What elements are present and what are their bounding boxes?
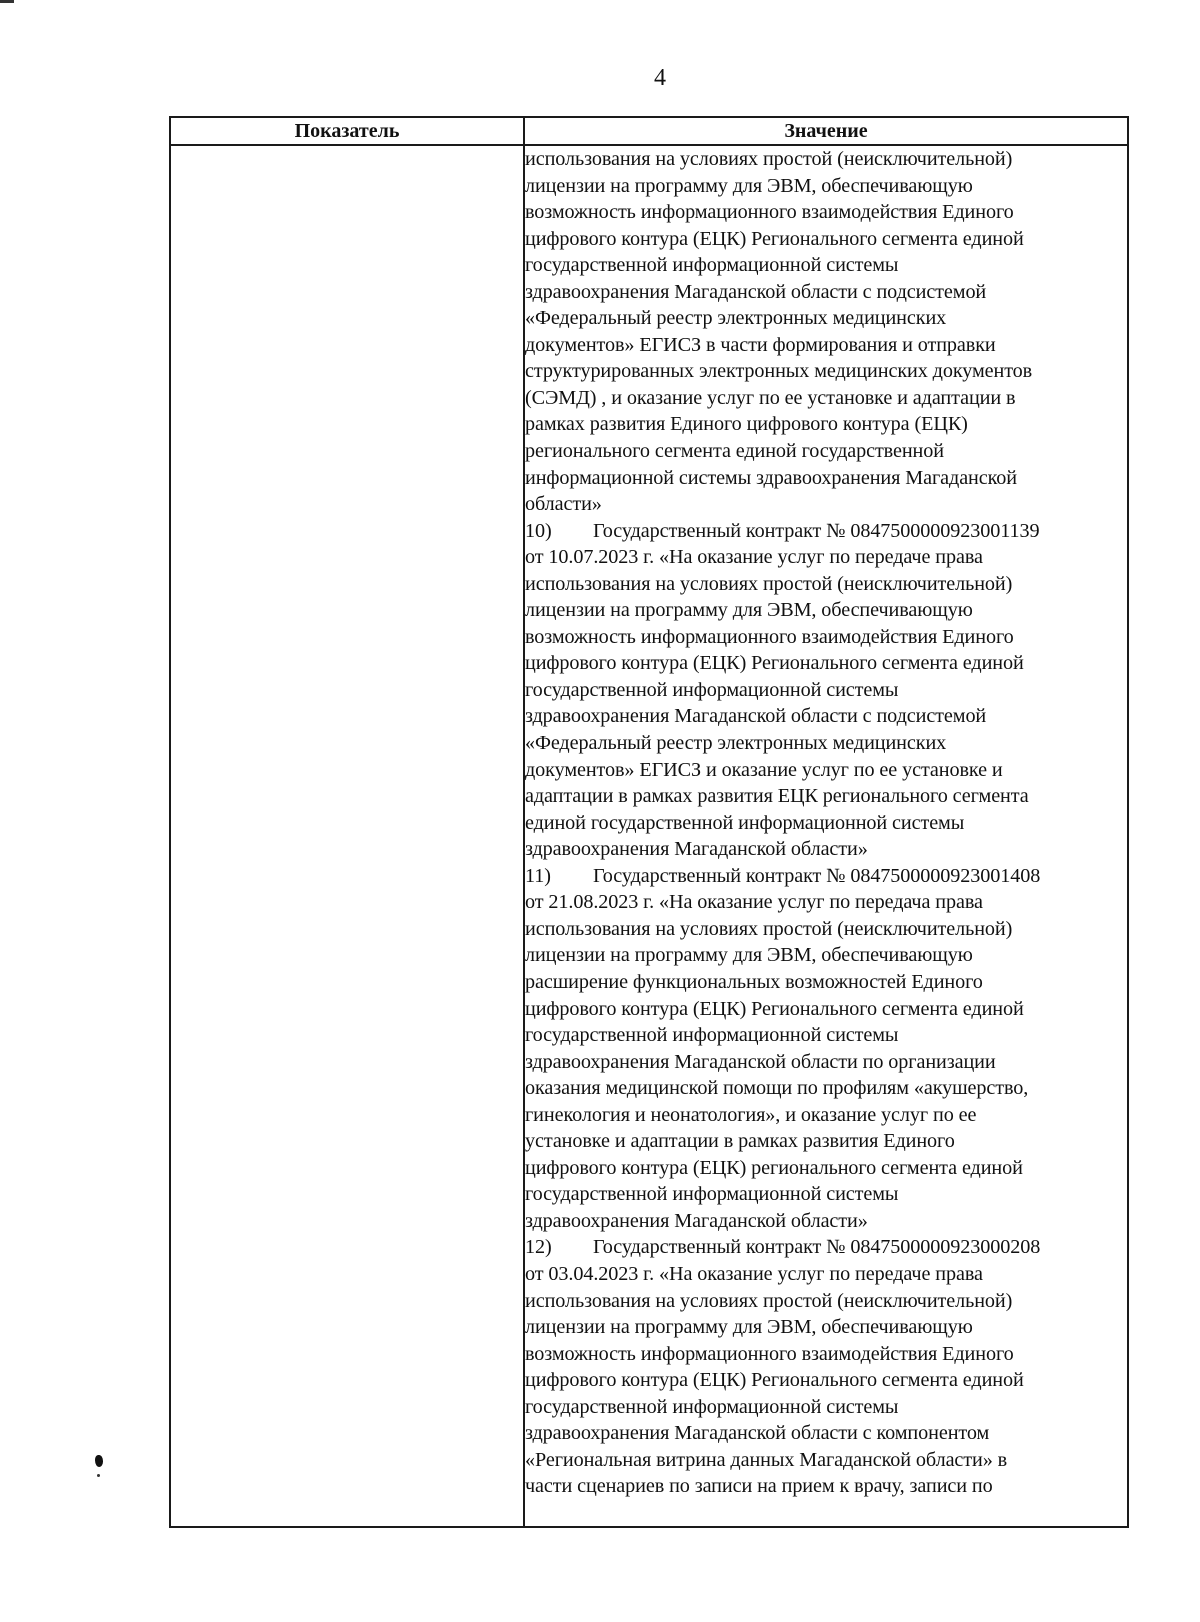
line-text: здравоохранения Магаданской области» xyxy=(525,838,868,861)
line-text: (СЭМД) , и оказание услуг по ее установке и адаптации в xyxy=(525,386,1016,409)
line-text: Государственный контракт № 0847500000923001408 xyxy=(593,864,1041,887)
line-text: цифрового контура (ЕЦК) Регионального сегмента единой xyxy=(525,997,1024,1020)
line-text: установке и адаптации в рамках развития Единого xyxy=(525,1130,955,1153)
value-line xyxy=(525,438,1127,465)
table-row xyxy=(170,145,1128,1527)
value-line xyxy=(525,942,1127,969)
header-value: Значение xyxy=(524,117,1128,145)
value-line xyxy=(525,1022,1127,1049)
line-text: цифрового контура (ЕЦК) регионального сегмента единой xyxy=(525,1156,1023,1179)
indicator-cell xyxy=(170,145,524,1527)
value-line xyxy=(525,1341,1127,1368)
line-text: использования на условиях простой (неисключительной) xyxy=(525,917,1013,940)
line-text: от 21.08.2023 г. «На оказание услуг по передача права xyxy=(525,891,983,914)
value-line xyxy=(525,783,1127,810)
value-line xyxy=(525,863,1127,890)
table-header-row xyxy=(170,117,1128,145)
value-line xyxy=(525,146,1127,173)
value-line xyxy=(525,305,1127,332)
line-text: области» xyxy=(525,493,602,516)
scan-speck xyxy=(95,1455,103,1467)
line-text: документов» ЕГИСЗ и оказание услуг по ее установке и xyxy=(525,758,1003,781)
line-text: использования на условиях простой (неисключительной) xyxy=(525,1289,1013,1312)
line-text: структурированных электронных медицинских документов xyxy=(525,360,1033,383)
value-line xyxy=(525,1234,1127,1261)
value-line xyxy=(525,1420,1127,1447)
value-line xyxy=(525,332,1127,359)
line-text: «Федеральный реестр электронных медицинских xyxy=(525,307,947,330)
value-cell xyxy=(524,145,1128,1527)
line-text: цифрового контура (ЕЦК) Регионального сегмента единой xyxy=(525,1369,1024,1392)
line-text: Государственный контракт № 0847500000923001139 xyxy=(593,519,1040,542)
line-text: адаптации в рамках развития ЕЦК регионального сегмента xyxy=(525,785,1029,808)
line-text: государственной информационной системы xyxy=(525,254,899,277)
line-text: цифрового контура (ЕЦК) Регионального сегмента единой xyxy=(525,652,1024,675)
value-line xyxy=(525,173,1127,200)
item-number: 10) xyxy=(525,519,552,542)
value-line xyxy=(525,1075,1127,1102)
value-line xyxy=(525,597,1127,624)
value-line xyxy=(525,730,1127,757)
line-text: информационной системы здравоохранения Магаданской xyxy=(525,466,1017,489)
value-line xyxy=(525,889,1127,916)
value-line xyxy=(525,1049,1127,1076)
line-text: здравоохранения Магаданской области с компонентом xyxy=(525,1422,990,1445)
line-text: государственной информационной системы xyxy=(525,678,899,701)
value-line xyxy=(525,757,1127,784)
line-text: документов» ЕГИСЗ в части формирования и отправки xyxy=(525,333,996,356)
value-line xyxy=(525,252,1127,279)
line-text: здравоохранения Магаданской области с подсистемой xyxy=(525,280,987,303)
value-line xyxy=(525,969,1127,996)
value-line xyxy=(525,571,1127,598)
value-line xyxy=(525,1181,1127,1208)
line-text: оказания медицинской помощи по профилям «акушерство, xyxy=(525,1077,1029,1100)
value-line xyxy=(525,1473,1127,1500)
line-text: лицензии на программу для ЭВМ, обеспечивающую xyxy=(525,944,973,967)
value-line xyxy=(525,1394,1127,1421)
line-text: Государственный контракт № 0847500000923000208 xyxy=(593,1236,1041,1259)
value-line xyxy=(525,916,1127,943)
value-line xyxy=(525,465,1127,492)
page-number: 4 xyxy=(654,65,666,91)
value-line xyxy=(525,544,1127,571)
value-line xyxy=(525,624,1127,651)
line-text: регионального сегмента единой государственной xyxy=(525,440,944,463)
line-text: части сценариев по записи на прием к врачу, записи по xyxy=(525,1475,993,1498)
value-line xyxy=(525,703,1127,730)
value-line xyxy=(525,996,1127,1023)
value-line xyxy=(525,1288,1127,1315)
value-line xyxy=(525,677,1127,704)
line-text: от 03.04.2023 г. «На оказание услуг по передаче права xyxy=(525,1262,983,1285)
value-line xyxy=(525,226,1127,253)
value-line xyxy=(525,1314,1127,1341)
line-text: государственной информационной системы xyxy=(525,1024,899,1047)
item-number: 12) xyxy=(525,1236,552,1259)
line-text: государственной информационной системы xyxy=(525,1183,899,1206)
line-text: использования на условиях простой (неисключительной) xyxy=(525,148,1013,170)
line-text: от 10.07.2023 г. «На оказание услуг по передаче права xyxy=(525,546,983,569)
line-text: лицензии на программу для ЭВМ, обеспечивающую xyxy=(525,174,973,197)
line-text: использования на условиях простой (неисключительной) xyxy=(525,572,1013,595)
line-text: лицензии на программу для ЭВМ, обеспечивающую xyxy=(525,599,973,622)
line-text: расширение функциональных возможностей Единого xyxy=(525,970,983,993)
value-line xyxy=(525,358,1127,385)
scan-speck xyxy=(97,1474,100,1477)
scan-edge-mark xyxy=(0,0,14,3)
line-text: рамках развития Единого цифрового контура (ЕЦК) xyxy=(525,413,968,436)
line-text: здравоохранения Магаданской области по организации xyxy=(525,1050,996,1073)
value-line xyxy=(525,1102,1127,1129)
line-text: «Федеральный реестр электронных медицинских xyxy=(525,732,947,755)
line-text: гинекология и неонатология», и оказание услуг по ее xyxy=(525,1103,977,1126)
value-line xyxy=(525,199,1127,226)
line-text: «Региональная витрина данных Магаданской области» в xyxy=(525,1448,1008,1471)
value-line xyxy=(525,491,1127,518)
value-line xyxy=(525,411,1127,438)
value-line xyxy=(525,810,1127,837)
line-text: возможность информационного взаимодействия Единого xyxy=(525,201,1014,224)
value-line xyxy=(525,1261,1127,1288)
value-line xyxy=(525,1155,1127,1182)
value-line xyxy=(525,650,1127,677)
item-number: 11) xyxy=(525,864,551,887)
header-indicator: Показатель xyxy=(170,117,524,145)
line-text: возможность информационного взаимодействия Единого xyxy=(525,625,1014,648)
value-line xyxy=(525,1208,1127,1235)
value-line xyxy=(525,1367,1127,1394)
line-text: здравоохранения Магаданской области с подсистемой xyxy=(525,705,987,728)
value-line xyxy=(525,1128,1127,1155)
line-text: возможность информационного взаимодействия Единого xyxy=(525,1342,1014,1365)
value-line xyxy=(525,518,1127,545)
line-text: цифрового контура (ЕЦК) Регионального сегмента единой xyxy=(525,227,1024,250)
line-text: единой государственной информационной системы xyxy=(525,811,965,834)
value-line xyxy=(525,279,1127,306)
indicator-table xyxy=(169,116,1129,1528)
value-line xyxy=(525,836,1127,863)
line-text: здравоохранения Магаданской области» xyxy=(525,1209,868,1232)
line-text: государственной информационной системы xyxy=(525,1395,899,1418)
value-line xyxy=(525,1447,1127,1474)
line-text: лицензии на программу для ЭВМ, обеспечивающую xyxy=(525,1316,973,1339)
value-line xyxy=(525,385,1127,412)
